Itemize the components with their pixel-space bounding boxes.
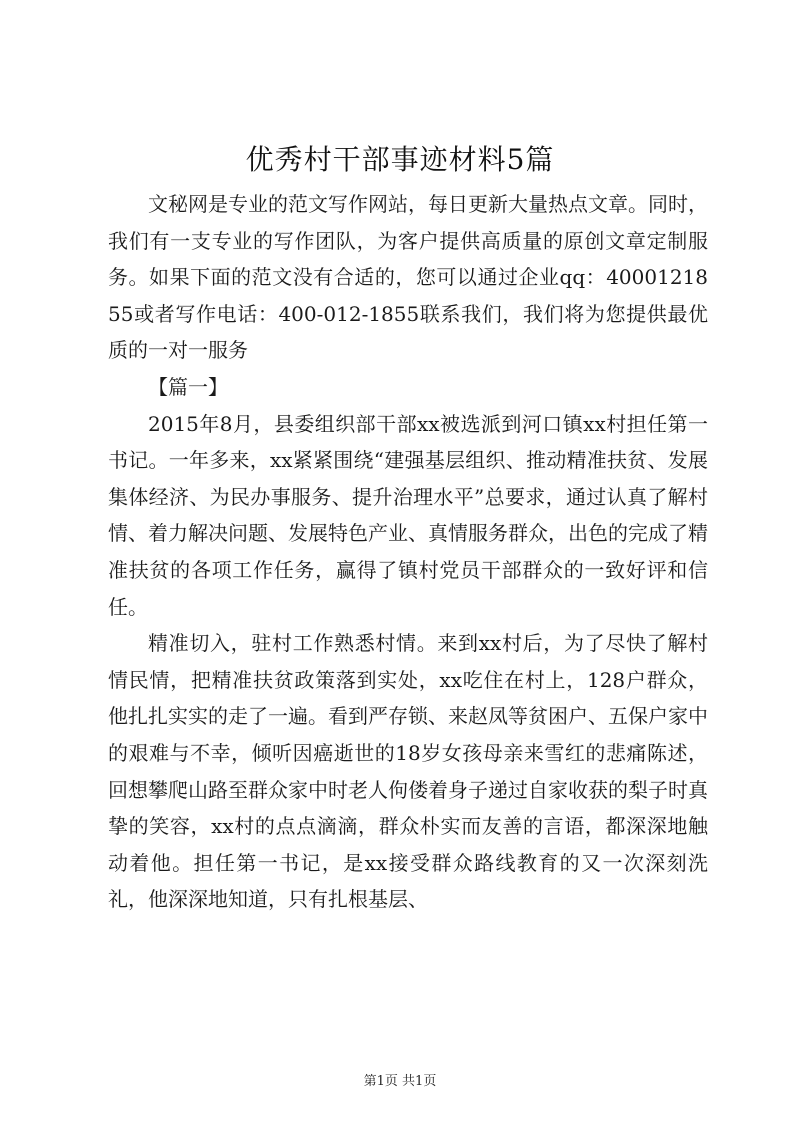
page-number-footer: 第1页 共1页 — [363, 1074, 437, 1089]
document-title: 优秀村干部事迹材料5篇 — [245, 143, 555, 176]
body-paragraph-1: 2015年8月，县委组织部干部xx被选派到河口镇xx村担任第一书记。一年多来，xx紧紧围绕“建强基层组织、推动精准扶贫、发展集体经济、为民办事服务、提升治理水平”总要求，通过认真了解村情、着力解决问题、发展特色产业、真情服务群众，出色的完成了精准扶贫的各项工作任务，赢得了镇村党员干部群众的一致好评和信任。 — [108, 411, 708, 619]
body-paragraph-2: 精准切入，驻村工作熟悉村情。来到xx村后，为了尽快了解村情民情，把精准扶贫政策落到实处，xx吃住在村上，128户群众，他扎扎实实的走了一遍。看到严存锁、来赵凤等贫困户、五保户家中的艰难与不幸，倾听因癌逝世的18岁女孩母亲来雪红的悲痛陈述，回想攀爬山路至群众家中时老人佝偻着身子递过自家收获的梨子时真挚的笑容，xx村的点点滴滴，群众朴实而友善的言语，都深深地触动着他。担任第一书记，是xx接受群众路线教育的又一次深刻洗礼，他深深地知道，只有扎根基层、 — [108, 631, 708, 912]
document-body — [108, 186, 708, 918]
section-heading: 【篇一】 — [148, 374, 228, 399]
intro-paragraph: 文秘网是专业的范文写作网站，每日更新大量热点文章。同时，我们有一支专业的写作团队，为客户提供高质量的原创文章定制服务。如果下面的范文没有合适的，您可以通过企业qq：4000121855或者写作电话：400-012-1855联系我们，我们将为您提供最优质的一对一服务 — [108, 192, 708, 363]
